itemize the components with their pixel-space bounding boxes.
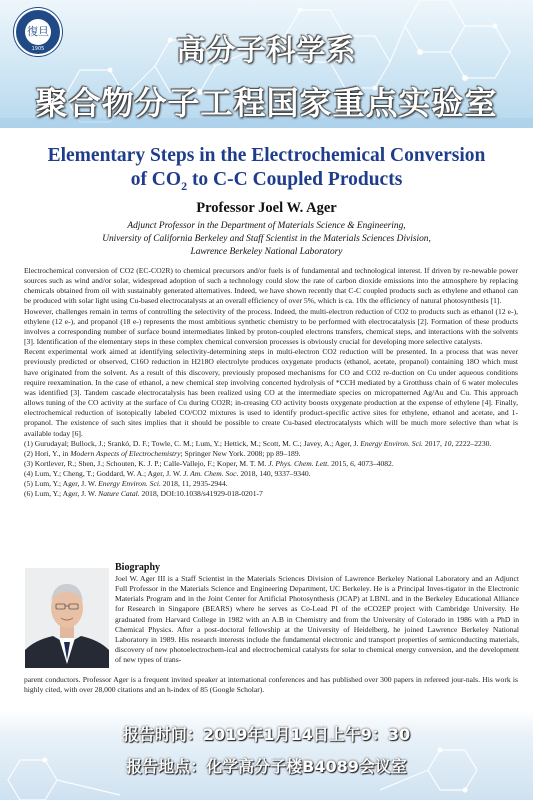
reference-item: (6) Lum, Y.; Ager, J. W. Nature Catal. 2018, DOI:10.1038/s41929-018-0201-7: [24, 489, 263, 499]
speaker-name: Professor Joel W. Ager: [196, 200, 337, 216]
abstract-paragraph: Recent experimental work aimed at identifying selectivity-determining steps in multi-electron CO2 reduction will be presented. In a process that was never previously predicted or observed, C16O reduction in H218O electrolyte produces oxygenate products (ethanol, acetate, propanol) containing 18O which must have originated from the solvent. As a result of this discovery, previously proposed mechanisms for CO and CO2 re-duction on Cu under aqueous conditions require reexamination. In the case of ethanol, a new chemical step involving concerted hydrolysis of *CCH mediated by a Grotthuss chain of 6 water molecules was identified [3]. Tandem cascade electrocatalysis has been realized using CO at the intermediate species on micropatterned Ag/Au and Cu. This approach allows tuning of the CO activity at the surface of Cu during CO2R; in-creasing CO activity boosts oxygenate production at the expense of ethylene [4]. Finally, electrochemical reduction of isotopically labeled CO/CO2 mixtures is used to identify product-specific active sites for ethylene, ethanol and acetate, and 1-propanol. The existence of such sites implies that it should be possible to create Cu-based electrocatalysts which will be much more selective than what is available today [6].: [24, 347, 518, 438]
talk-title: [0, 144, 533, 198]
reference-item: (4) Lum, Y.; Cheng, T.; Goddard, W. A.; Ager, J. W. J. Am. Chem. Soc. 2018, 140, 9337–9340.: [24, 469, 311, 479]
header-banner: [0, 0, 533, 128]
reference-item: (1) Gurudayal; Bullock, J.; Srankó, D. F.; Towle, C. M.; Lum, Y.; Hettick, M.; Scott, M. C.; Javey, A.; Ager, J. Energy Environ. Sci. 2017, 10, 2222–2230.: [24, 438, 492, 448]
talk-time: 报告时间：2019年1月14日上午9：30: [122, 725, 411, 744]
university-logo: 復旦 1905: [14, 8, 62, 56]
abstract-paragraph: However, challenges remain in terms of controlling the selectivity of the process. Indeed, the multi-electron reduction of CO2 to products such as ethanol (12 e-), ethylene (12 e-), and propanol (18 e-) represents the most ambitious synthetic chemistry to be performed with electrocatalysis [2]. Formation of these products involves a corresponding number of surface bound intermediates linked by proton-coupled electrons transfers, chemical steps, and interactions with the solvents [3]. Identification of the elementary steps in these complex chemical conversion processes is obviously crucial for developing more selective catalysts.: [24, 306, 518, 347]
speaker-photo: [25, 568, 109, 668]
talk-title-line2: of $CO_2$ to C-C Coupled Products: [130, 169, 403, 193]
biography-text: Joel W. Ager III is a Staff Scientist in the Materials Sciences Division of Lawrence Berkeley National Laboratory and an Adjunct Full Professor in the Materials Science and Engineering Department, UC Berkeley. He is a Principal Inves-tigator in the Electronic Materials Program and in the Joint Center for Artificial Photosynthesis (JCAP) at LBNL and in the Berkeley Educational Alliance for Research in Singapore (BEARS) where he serves as Co-Lead PI of the eCO2EP project with Cambridge University. He graduated from Harvard College in 1982 with an A.B in Chemistry and from the University of Colorado in 1986 with a PhD in Chemical Physics. After a post-doctoral fellowship at the University of Heidelberg, he joined Lawrence Berkeley National Laboratory in 1989. His research interests include the fundamental electronic and transport properties of semiconducting materials, discovery of new photoelectrochem-ical and electrochemical catalysts for solar to chemical energy conversion, and the development of new types of trans-: [115, 574, 519, 665]
abstract: [24, 266, 518, 500]
footer-banner: [0, 710, 533, 800]
department-title: 高分子科学系: [176, 33, 357, 67]
reference-item: (5) Lum, Y.; Ager, J. W. Energy Environ. Sci. 2018, 11, 2935-2944.: [24, 479, 228, 489]
talk-title-line1: Elementary Steps in the Electrochemical Conversion: [47, 145, 486, 166]
talk-location: 报告地点：化学高分子楼B4089会议室: [126, 757, 407, 776]
lab-title: 聚合物分子工程国家重点实验室: [35, 84, 498, 122]
biography-text-continued: parent conductors. Professor Ager is a frequent invited speaker at international conferences and has published over 300 papers in refereed jour-nals. His work is highly cited, with over 28,000 citations and an h-index of 85 (Google Scholar).: [24, 675, 518, 695]
abstract-paragraph: Electrochemical conversion of CO2 (EC-CO2R) to chemical precursors and/or fuels is of fundamental and technological interest. If driven by re-newable power sources such as wind and/or solar, widespread adoption of such a technology could slow the rate of carbon dioxide emissions into the atmosphere by replacing chemicals obtained from oil with sustainably generated alternatives. Indeed, we have shown recently that C-C coupled products such as ethylene and ethanol can be produced with solar light using Cu-based electrocatalysts at an overall efficiency of over 5%, which is ca. 10x the efficiency of natural photosynthesis [1].: [24, 266, 518, 306]
speaker-affiliation: Adjunct Professor in the Department of Materials Science & Engineering, University of California Berkeley and Staff Scientist in the Materials Sciences Division, Lawrence Berkeley National Laboratory: [102, 221, 431, 257]
references-list: [24, 439, 518, 500]
biography-heading: Biography: [115, 562, 161, 573]
reference-item: (3) Kortlever, R.; Shen, J.; Schouten, K. J. P.; Calle-Vallejo, F.; Koper, M. T. M. J. Phys. Chem. Lett. 2015, 6, 4073–4082.: [24, 458, 394, 468]
reference-item: (2) Hori, Y., in Modern Aspects of Electrochemistry; Springer New York. 2008; pp 89–189.: [24, 448, 301, 458]
